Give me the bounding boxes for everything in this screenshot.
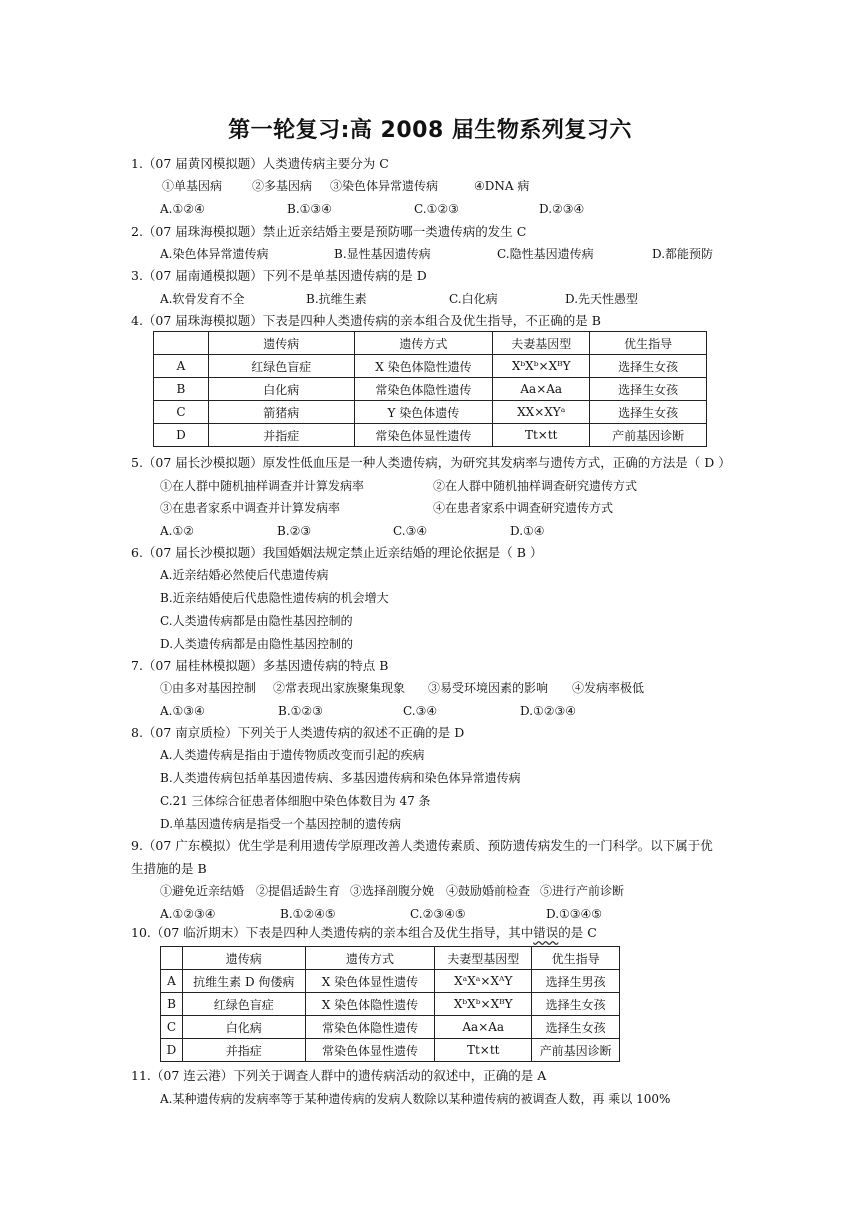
q1-item: ④DNA 病 [474, 179, 530, 193]
q9-option-c: C.②③④⑤ [410, 907, 466, 921]
table-cell: 产前基因诊断 [590, 424, 707, 447]
q7-item: ①由多对基因控制 [160, 681, 257, 695]
q6-option-a: A.近亲结婚必然使后代患遗传病 [160, 568, 329, 582]
table-cell: X 染色体隐性遗传 [305, 993, 435, 1016]
table-cell: 箭猪病 [208, 401, 354, 424]
table-cell: 选择生女孩 [590, 355, 707, 378]
q7-option-a: A.①③④ [160, 704, 205, 718]
table-cell: A [154, 355, 209, 378]
q9-item: ③选择剖腹分娩 [350, 884, 435, 898]
q5-item: ④在患者家系中调查研究遗传方式 [433, 501, 614, 515]
table-row [154, 401, 707, 424]
table-cell: 选择生女孩 [532, 993, 620, 1016]
question-9-stem-cont: 生措施的是 B [131, 861, 207, 876]
q10-stem-part: 的是 C [558, 925, 597, 940]
question-3-stem: 3.（07 届南通模拟题）下列不是单基因遗传病的是 D [131, 268, 427, 283]
q1-option-c: C.①②③ [414, 202, 459, 216]
question-10-stem [131, 925, 597, 941]
table-cell: Aa×Aa [493, 378, 590, 401]
q8-option-c: C.21 三体综合征患者体细胞中染色体数目为 47 条 [160, 794, 431, 808]
q10-emphasis: 错误 [533, 925, 559, 940]
q7-option-b: B.①②③ [278, 704, 323, 718]
question-4-stem: 4.（07 届珠海模拟题）下表是四种人类遗传病的亲本组合及优生指导，不正确的是 B [131, 313, 601, 328]
table-cell: 红绿色盲症 [182, 993, 305, 1016]
genetic-table-q10 [160, 946, 620, 1062]
q1-option-b: B.①③④ [287, 202, 332, 216]
table-cell: 常染色体显性遗传 [354, 424, 493, 447]
table-cell: A [161, 970, 183, 993]
q9-item: ⑤进行产前诊断 [540, 884, 625, 898]
q6-option-b: B.近亲结婚使后代患隐性遗传病的机会增大 [160, 591, 389, 605]
q8-option-b: B.人类遗传病包括单基因遗传病、多基因遗传病和染色体异常遗传病 [160, 771, 521, 785]
q10-stem-part: 10.（07 临沂期末）下表是四种人类遗传病的亲本组合及优生指导，其中 [131, 925, 534, 940]
q9-item: ①避免近亲结婚 [160, 884, 245, 898]
q2-option-c: C.隐性基因遗传病 [497, 247, 594, 261]
q7-option-d: D.①②③④ [520, 704, 577, 718]
table-cell: XX×XYᵃ [493, 401, 590, 424]
q7-option-c: C.③④ [403, 704, 438, 718]
q9-option-a: A.①②③④ [160, 907, 216, 921]
q5-option-b: B.②③ [277, 524, 312, 538]
table-header-row [154, 332, 707, 355]
q8-option-d: D.单基因遗传病是指受一个基因控制的遗传病 [160, 817, 402, 831]
table-header: 遗传病 [182, 947, 305, 970]
table-cell: Tt×tt [435, 1039, 532, 1062]
q1-option-a: A.①②④ [160, 202, 205, 216]
table-header: 夫妻基因型 [493, 332, 590, 355]
table-header: 优生指导 [532, 947, 620, 970]
q5-option-d: D.①④ [510, 524, 545, 538]
q8-option-a: A.人类遗传病是指由于遗传物质改变而引起的疾病 [160, 748, 425, 762]
q2-option-a: A.染色体异常遗传病 [160, 247, 269, 261]
table-cell [154, 332, 209, 355]
q1-item: ②多基因病 [252, 179, 313, 193]
table-row [161, 993, 620, 1016]
q5-item: ③在患者家系中调查并计算发病率 [160, 501, 341, 515]
table-cell: 选择生女孩 [590, 378, 707, 401]
table-cell: D [161, 1039, 183, 1062]
table-cell [161, 947, 183, 970]
q1-item: ③染色体异常遗传病 [330, 179, 439, 193]
table-cell: XᵇXᵇ×XᴮY [493, 355, 590, 378]
table-cell: 常染色体隐性遗传 [305, 1016, 435, 1039]
q5-item: ②在人群中随机抽样调查研究遗传方式 [433, 479, 638, 493]
table-cell: D [154, 424, 209, 447]
q3-option-d: D.先天性愚型 [565, 292, 639, 306]
table-cell: B [154, 378, 209, 401]
q7-item: ②常表现出家族聚集现象 [273, 681, 406, 695]
table-cell: 产前基因诊断 [532, 1039, 620, 1062]
q3-option-c: C.白化病 [449, 292, 498, 306]
table-cell: 选择生男孩 [532, 970, 620, 993]
table-cell: Tt×tt [493, 424, 590, 447]
table-cell: 并指症 [208, 424, 354, 447]
q2-option-d: D.都能预防 [652, 247, 714, 261]
q11-option-a: A.某种遗传病的发病率等于某种遗传病的发病人数除以某种遗传病的被调查人数，再 乘以 100% [160, 1092, 671, 1106]
table-cell: 白化病 [208, 378, 354, 401]
q9-item: ④鼓励婚前检查 [446, 884, 531, 898]
question-6-stem: 6.（07 届长沙模拟题）我国婚姻法规定禁止近亲结婚的理论依据是（ B ） [131, 545, 543, 560]
table-cell: 常染色体隐性遗传 [354, 378, 493, 401]
table-cell: XᵃXᵃ×XᴬY [435, 970, 532, 993]
table-row [154, 378, 707, 401]
table-cell: X 染色体显性遗传 [305, 970, 435, 993]
table-cell: Y 染色体遗传 [354, 401, 493, 424]
q9-item: ②提倡适龄生育 [256, 884, 341, 898]
table-cell: 抗维生素 D 佝偻病 [182, 970, 305, 993]
table-header-row [161, 947, 620, 970]
q6-option-d: D.人类遗传病都是由隐性基因控制的 [160, 637, 354, 651]
page-title: 第一轮复习:高 2008 届生物系列复习六 [228, 118, 632, 143]
table-cell: 选择生女孩 [532, 1016, 620, 1039]
table-header: 优生指导 [590, 332, 707, 355]
table-row [161, 1016, 620, 1039]
question-7-stem: 7.（07 届桂林模拟题）多基因遗传病的特点 B [131, 658, 389, 673]
q9-option-d: D.①③④⑤ [546, 907, 603, 921]
question-11-stem: 11.（07 连云港）下列关于调查人群中的遗传病活动的叙述中，正确的是 A [131, 1068, 547, 1083]
question-9-stem: 9.（07 广东模拟）优生学是利用遗传学原理改善人类遗传素质、预防遗传病发生的一门科学。以下属于优 [131, 838, 713, 853]
table-cell: 白化病 [182, 1016, 305, 1039]
table-header: 夫妻型基因型 [435, 947, 532, 970]
table-cell: B [161, 993, 183, 1016]
q7-item: ④发病率极低 [572, 681, 645, 695]
q1-item: ①单基因病 [162, 179, 223, 193]
q3-option-b: B.抗维生素 [306, 292, 367, 306]
q5-item: ①在人群中随机抽样调查并计算发病率 [160, 479, 365, 493]
table-row [161, 1039, 620, 1062]
table-header: 遗传方式 [354, 332, 493, 355]
q9-option-b: B.①②④⑤ [280, 907, 336, 921]
table-cell: 常染色体显性遗传 [305, 1039, 435, 1062]
question-1-stem: 1.（07 届黄冈模拟题）人类遗传病主要分为 C [131, 156, 389, 171]
q5-option-a: A.①② [160, 524, 194, 538]
genetic-table-q4 [153, 331, 707, 447]
table-header: 遗传病 [208, 332, 354, 355]
q1-option-d: D.②③④ [539, 202, 585, 216]
q7-item: ③易受环境因素的影响 [428, 681, 549, 695]
table-cell: C [161, 1016, 183, 1039]
table-cell: 红绿色盲症 [208, 355, 354, 378]
table-cell: 选择生女孩 [590, 401, 707, 424]
question-2-stem: 2.（07 届珠海模拟题）禁止近亲结婚主要是预防哪一类遗传病的发生 C [131, 224, 527, 239]
table-row [154, 355, 707, 378]
table-row [161, 970, 620, 993]
table-cell: C [154, 401, 209, 424]
table-cell: X 染色体隐性遗传 [354, 355, 493, 378]
question-8-stem: 8.（07 南京质检）下列关于人类遗传病的叙述不正确的是 D [131, 725, 465, 740]
question-5-stem: 5.（07 届长沙模拟题）原发性低血压是一种人类遗传病，为研究其发病率与遗传方式，正确的方法是（ D ） [131, 455, 731, 470]
table-header: 遗传方式 [305, 947, 435, 970]
q5-option-c: C.③④ [393, 524, 428, 538]
q3-option-a: A.软骨发育不全 [160, 292, 245, 306]
q6-option-c: C.人类遗传病都是由隐性基因控制的 [160, 614, 353, 628]
table-row [154, 424, 707, 447]
q2-option-b: B.显性基因遗传病 [334, 247, 431, 261]
table-cell: Aa×Aa [435, 1016, 532, 1039]
table-cell: XᵇXᵇ×XᴮY [435, 993, 532, 1016]
table-cell: 并指症 [182, 1039, 305, 1062]
